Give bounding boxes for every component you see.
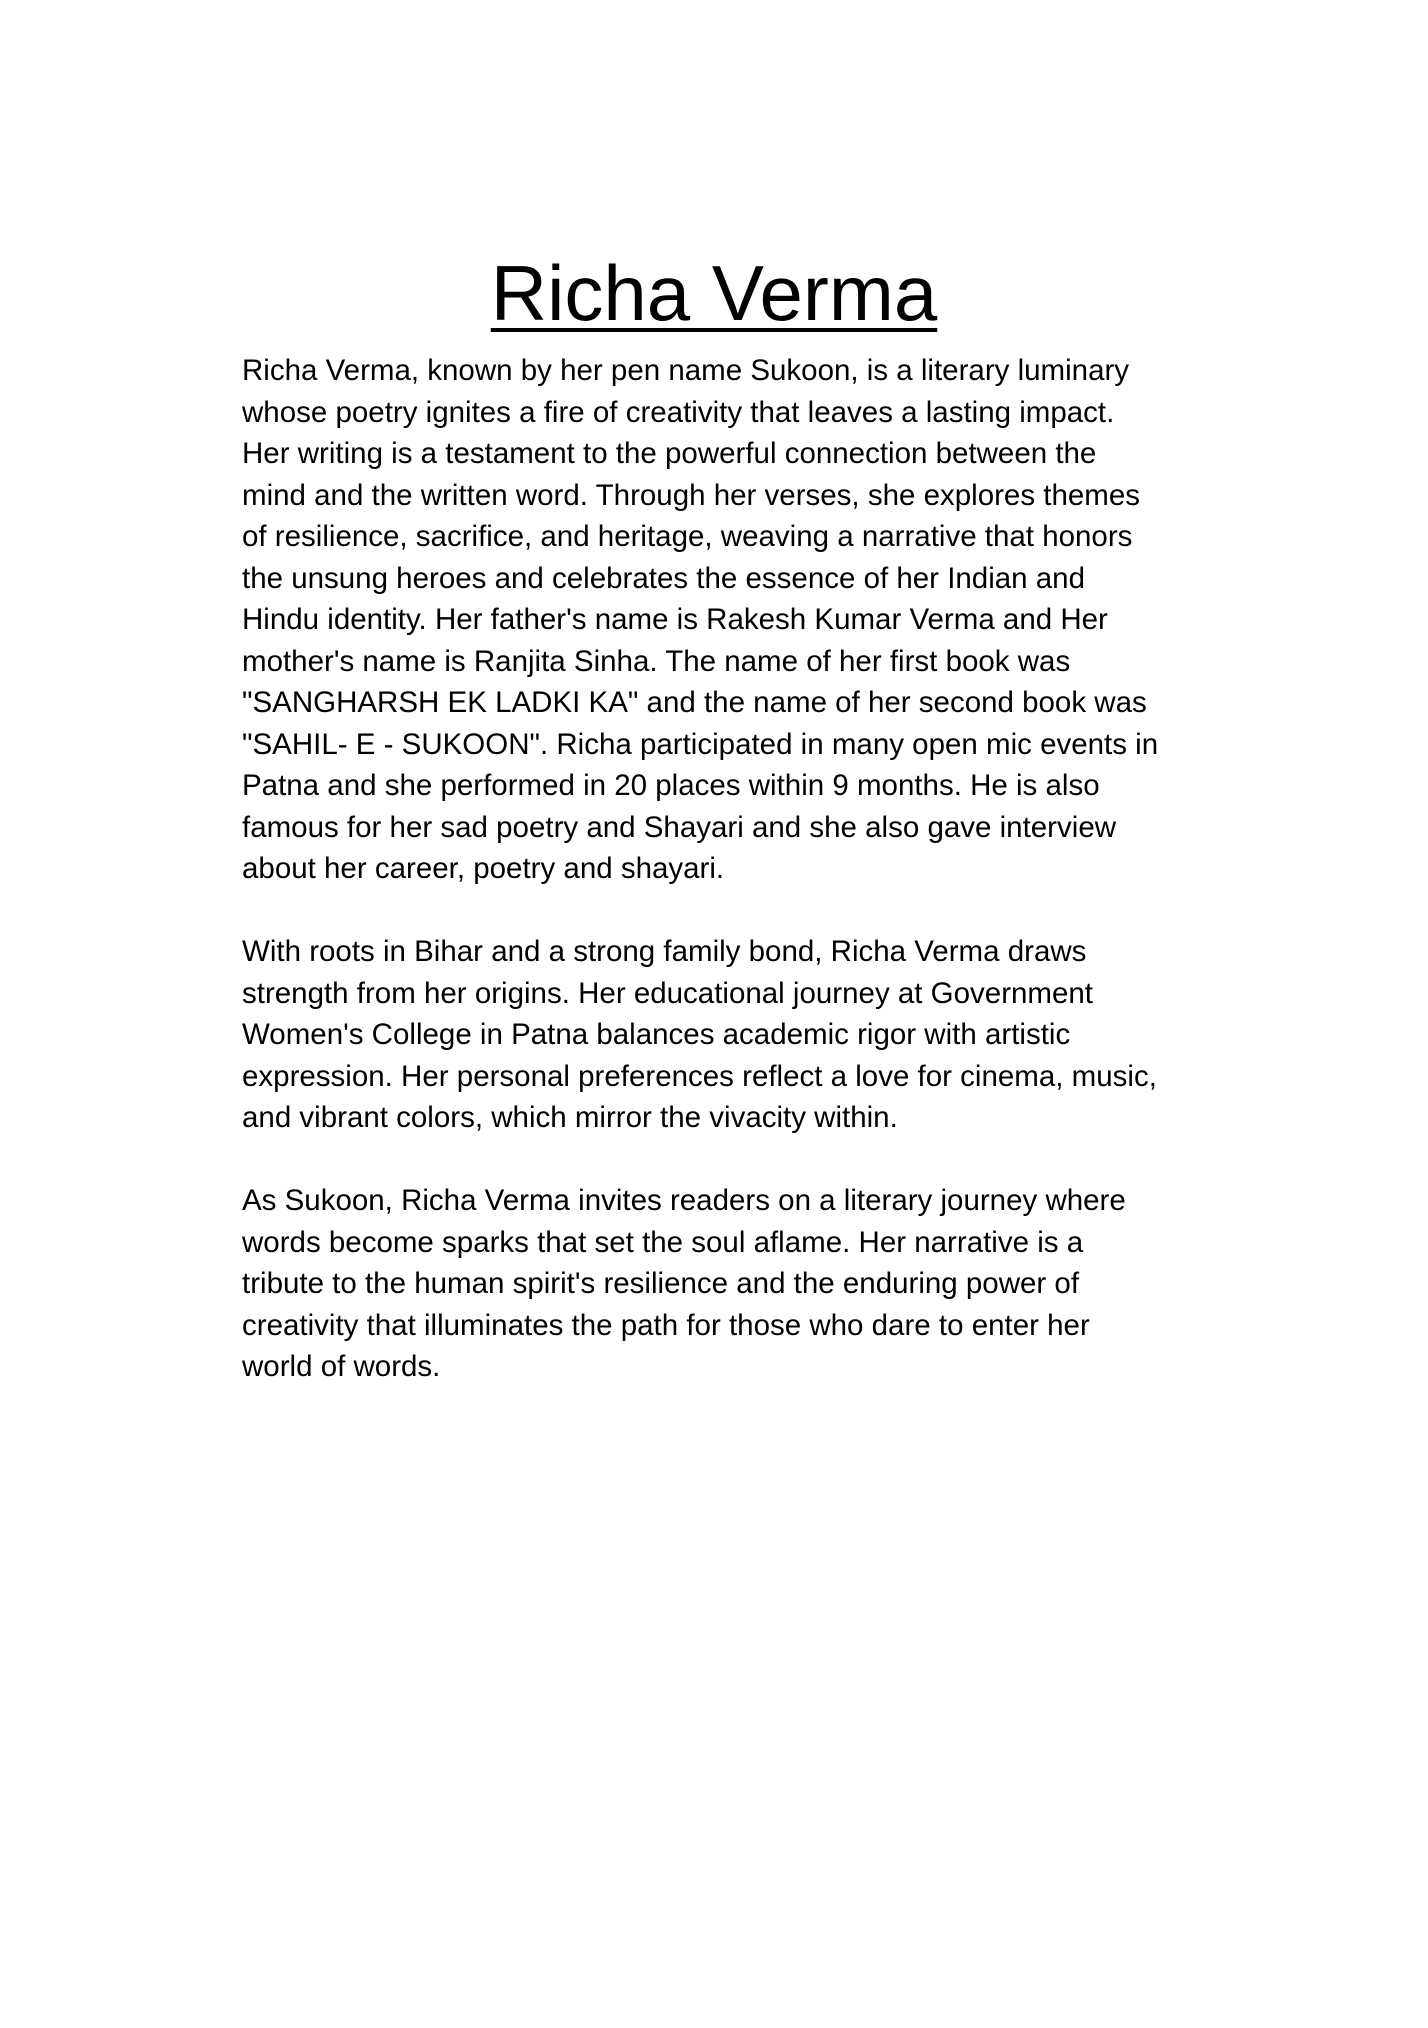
- page-title: Richa Verma: [490, 249, 938, 337]
- paragraph-intro: Richa Verma, known by her pen name Sukoon, is a literary luminary whose poetry ignites a fire of creativity that leaves a lasting impact. Her writing is a testament to the powerful connection between the mind and the written word. Through her verses, she explores themes of resilience, sacrifice, and heritage, weaving a narrative that honors the unsung heroes and celebrates the essence of her Indian and Hindu identity. Her father's name is Rakesh Kumar Verma and Her mother's name is Ranjita Sinha. The name of her first book was "SANGHARSH EK LADKI KA" and the name of her second book was "SAHIL- E - SUKOON". Richa participated in many open mic events in Patna and she performed in 20 places within 9 months. He is also famous for her sad poetry and Shayari and she also gave interview about her career, poetry and shayari.: [242, 354, 1159, 885]
- paragraph-closing: As Sukoon, Richa Verma invites readers on a literary journey where words become sparks that set the soul aflame. Her narrative is a tribute to the human spirit's resilience and the enduring power of creativity that illuminates the path for those who dare to enter her world of words.: [242, 1184, 1126, 1383]
- paragraph-roots: With roots in Bihar and a strong family bond, Richa Verma draws strength from her origins. Her educational journey at Government Women's College in Patna balances academic rigor with artistic expression. Her personal preferences reflect a love for cinema, music, and vibrant colors, which mirror the vivacity within.: [242, 935, 1157, 1134]
- document-body: [242, 350, 1232, 1429]
